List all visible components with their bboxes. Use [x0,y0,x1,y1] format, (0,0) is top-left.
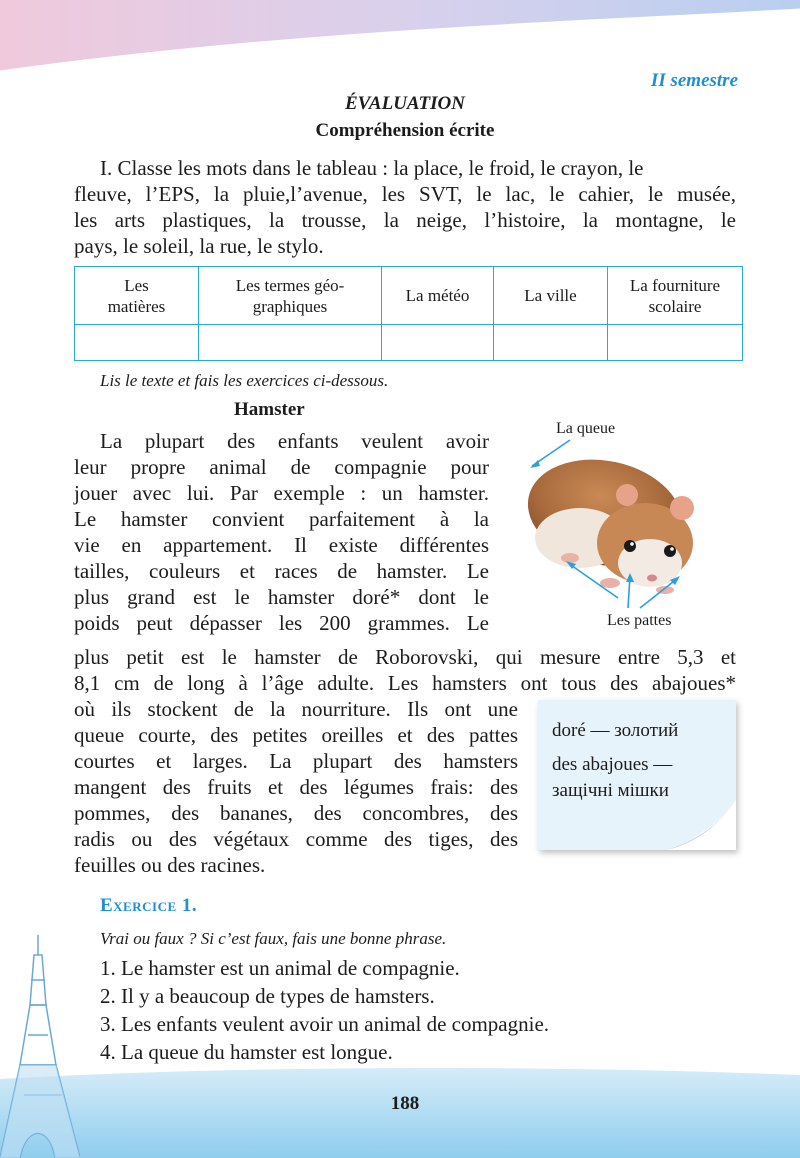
story-line: tailles, couleurs et races de hamster. Le [74,559,489,583]
table-header-matieres [75,267,199,325]
story-line: feuilles ou des racines. [74,853,266,877]
exercise-item: 2. Il y a beaucoup de types de hamsters. [100,984,435,1008]
story-line: La plupart des enfants veulent avoir [100,429,489,453]
story-line: poids peut dépasser les 200 grammes. Le [74,611,489,635]
story-line: plus grand est le hamster doré* dont le [74,585,489,609]
table-cell-empty[interactable] [75,325,199,361]
table-cell-empty[interactable] [494,325,608,361]
table-cell-empty[interactable] [608,325,743,361]
header-text: graphiques [252,296,328,316]
task1-line: pays, le soleil, la rue, le stylo. [74,234,324,258]
story-line: mangent des fruits et des légumes frais: des [74,775,518,799]
header-text: Les termes géo- [235,275,345,295]
header-text: La fourniture [629,275,721,295]
story-line: vie en appartement. Il existe différentes [74,533,489,557]
label-paws: Les pattes [607,612,672,629]
page-subtitle: Compréhension écrite [315,120,495,141]
page-number: 188 [390,1093,420,1114]
table-cell-empty[interactable] [382,325,494,361]
hamster-illustration [510,418,725,638]
header-text: scolaire [648,296,702,316]
reading-instruction: Lis le texte et fais les exercices ci-dessous. [100,371,389,390]
classification-table [74,266,743,361]
glossary-entry: doré — золотий [552,720,679,741]
header-text: La météo [405,286,470,305]
exercise-item: 4. La queue du hamster est longue. [100,1040,393,1064]
eiffel-tower-icon [0,935,80,1158]
glossary-entry: des abajoues — [552,754,673,775]
story-line: radis ou des végétaux comme des tiges, des [74,827,518,851]
exercise-item: 1. Le hamster est un animal de compagnie. [100,956,460,980]
header-text: La ville [524,286,577,305]
story-line: où ils stockent de la nourriture. Ils ont une [74,697,518,721]
story-line: courtes et larges. La plupart des hamsters [74,749,518,773]
header-text: Les [124,275,149,295]
story-line: leur propre animal de compagnie pour [74,455,489,479]
page-title: ÉVALUATION [344,93,465,114]
table-header-termes [199,267,382,325]
text-title: Hamster [234,399,305,420]
glossary-note [538,700,736,850]
table-header-meteo [382,267,494,325]
exercise-item: 3. Les enfants veulent avoir un animal de compagnie. [100,1012,550,1036]
semester-label: II semestre [650,70,738,91]
exercise-instruction: Vrai ou faux ? Si c’est faux, fais une bonne phrase. [100,929,447,948]
glossary-entry: защічні мішки [552,780,669,801]
task1-line: fleuve, l’EPS, la pluie,l’avenue, les SVT, le lac, le cahier, le musée, [74,182,736,206]
task1-line: les arts plastiques, la trousse, la neige, l’histoire, la montagne, le [74,208,736,232]
table-header-ville [494,267,608,325]
story-line: pommes, des bananes, des concombres, des [74,801,518,825]
story-line: Le hamster convient parfaitement à la [74,507,489,531]
task1-line: I. Classe les mots dans le tableau : la place, le froid, le crayon, le [100,156,644,180]
table-header-fourniture [608,267,743,325]
page-curl-icon [538,700,736,850]
header-text: matières [107,296,166,316]
story-line: 8,1 cm de long à l’âge adulte. Les hamsters ont tous des abajoues* [74,671,736,695]
story-line: jouer avec lui. Par exemple : un hamster. [74,481,489,505]
story-line: queue courte, des petites oreilles et des pattes [74,723,518,747]
header-decoration [0,0,800,80]
table-cell-empty[interactable] [199,325,382,361]
exercise-title: Exercice 1. [100,895,198,916]
label-tail: La queue [556,420,616,437]
story-line: plus petit est le hamster de Roborovski, qui mesure entre 5,3 et [74,645,736,669]
